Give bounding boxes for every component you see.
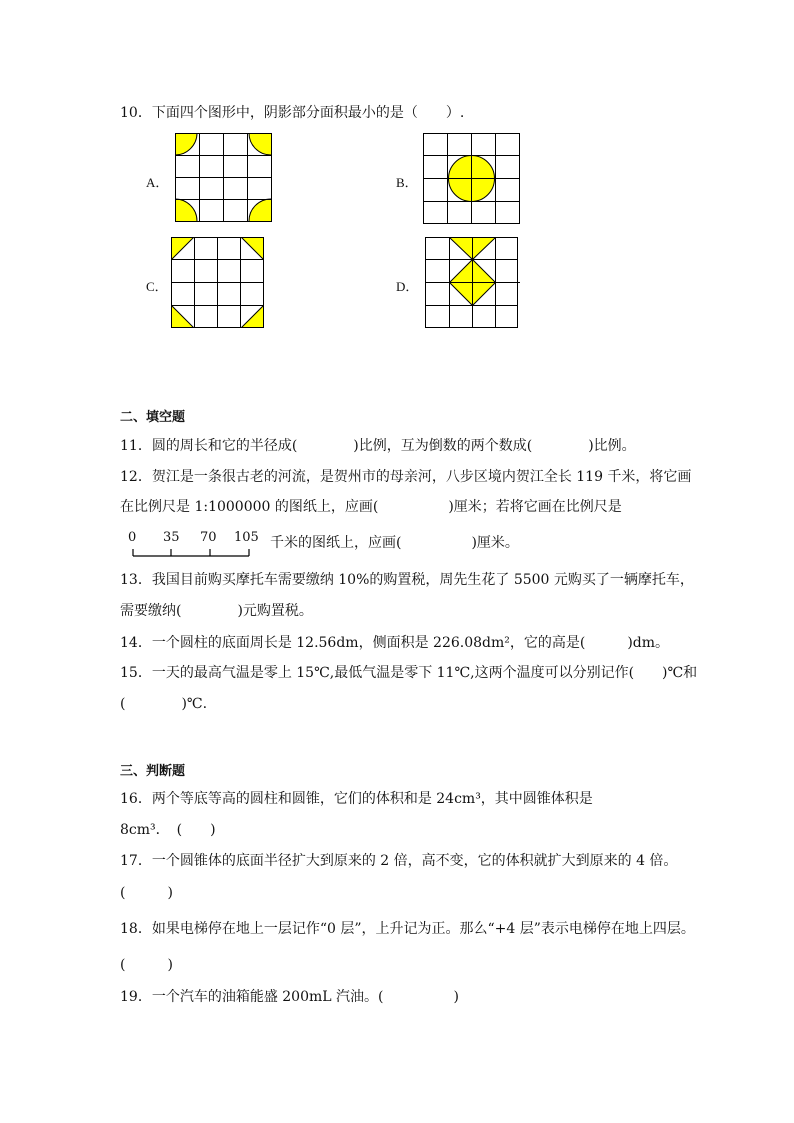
- shade-a-top-right: [249, 133, 273, 155]
- shade-a-bottom-left: [175, 199, 197, 223]
- grid-d: [425, 237, 520, 328]
- section2-title: 二、填空题: [120, 410, 186, 425]
- scale-label-35: 35: [163, 530, 180, 545]
- shade-c-bottom-right: [242, 306, 264, 328]
- grid-c: [171, 237, 264, 328]
- scale-bar: [128, 532, 268, 560]
- shade-a-top-left: [175, 133, 197, 155]
- scale-label-70: 70: [200, 530, 217, 545]
- q16-line1: 16．两个等底等高的圆柱和圆锥，它们的体积和是 24cm³，其中圆锥体积是: [120, 791, 593, 807]
- section3-title: 三、判断题: [120, 764, 186, 779]
- shade-c-top-right: [242, 238, 264, 260]
- scale-label-105: 105: [234, 530, 259, 545]
- figure-c: [171, 237, 265, 329]
- q17-line2: ( ): [120, 885, 173, 901]
- figure-a: [175, 133, 273, 223]
- q13-line2: 需要缴纳( )元购置税。: [120, 603, 313, 619]
- scale-label-0: 0: [128, 530, 137, 545]
- q17-line1: 17．一个圆锥体的底面半径扩大到原来的 2 倍，高不变，它的体积就扩大到原来的 4 倍。: [120, 853, 678, 869]
- q12-line1: 12．贺江是一条很古老的河流，是贺州市的母亲河，八步区境内贺江全长 119 千米，将它画: [120, 469, 692, 485]
- shade-a-bottom-right: [249, 199, 273, 223]
- figure-d: [425, 237, 521, 329]
- option-c-label: C．: [146, 279, 168, 294]
- shade-c-top-left: [172, 238, 194, 260]
- q19-text: 19．一个汽车的油箱能盛 200mL 汽油。( ): [120, 989, 459, 1005]
- q13-line1: 13．我国目前购买摩托车需要缴纳 10%的购置税，周先生花了 5500 元购买了一辆摩托车，: [120, 572, 694, 588]
- q15-line1: 15．一天的最高气温是零上 15℃,最低气温是零下 11℃,这两个温度可以分别记作( )℃和: [120, 665, 698, 681]
- option-a-label: A．: [146, 175, 169, 190]
- q12-line2: 在比例尺是 1:1000000 的图纸上，应画( )厘米；若将它画在比例尺是: [120, 499, 622, 515]
- option-b-label: B．: [396, 175, 418, 190]
- option-d-label: D．: [396, 279, 419, 294]
- q15-line2: ( )℃.: [120, 696, 208, 712]
- q18-line1: 18．如果电梯停在地上一层记作“0 层”，上升记为正。那么“+4 层”表示电梯停在地上四层。: [120, 921, 695, 937]
- shade-c-bottom-left: [172, 306, 194, 328]
- q12-line3: 千米的图纸上，应画( )厘米。: [270, 535, 519, 551]
- q14-text: 14．一个圆柱的底面周长是 12.56dm，侧面积是 226.08dm²，它的高是( )dm。: [120, 635, 670, 651]
- figure-b: [423, 133, 521, 225]
- q10-text: 10．下面四个图形中，阴影部分面积最小的是（ ）.: [120, 105, 465, 121]
- q16-line2: 8cm³． ( ): [120, 822, 216, 838]
- grid-b: [423, 133, 520, 224]
- q11-text: 11．圆的周长和它的半径成( )比例，互为倒数的两个数成( )比例。: [120, 438, 636, 454]
- q18-line2: ( ): [120, 957, 173, 973]
- scale-ruler: [128, 546, 258, 558]
